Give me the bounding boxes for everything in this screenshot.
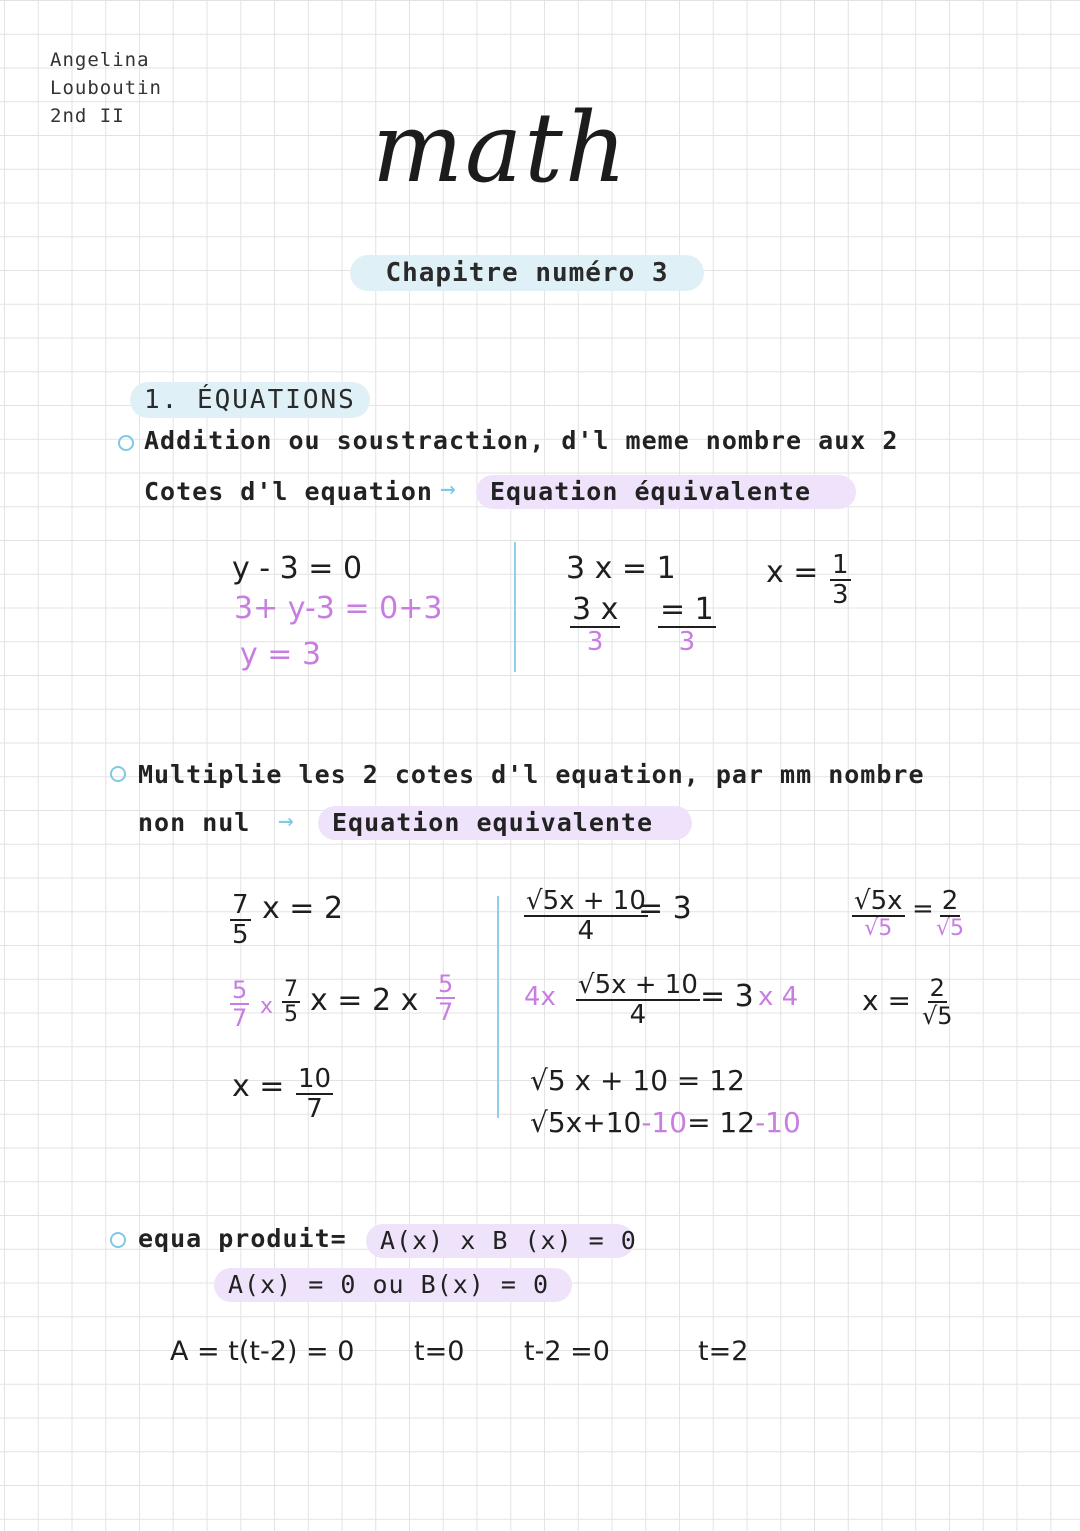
ex2a-frac4 xyxy=(436,972,455,1026)
ex2b-l1-den: 4 xyxy=(577,916,595,947)
ex2a-n5b: 5 xyxy=(438,970,454,998)
ex2a-l3-den: 7 xyxy=(306,1094,323,1125)
ex1-right-frac-right xyxy=(658,594,716,656)
ex1-right-num-right: = 1 xyxy=(660,592,714,627)
ex2b-l4-a: √5x+10 xyxy=(530,1106,642,1139)
ex1-result-num: 1 xyxy=(832,550,849,580)
ex1-result-frac xyxy=(830,552,851,610)
arrow-icon: → xyxy=(278,806,294,836)
ex1-result-den: 3 xyxy=(832,580,849,611)
ex2a-line1-rest: x = 2 xyxy=(262,891,344,926)
ex2c-l2-den: √5 xyxy=(922,1002,953,1031)
ex1-right-den-right: 3 xyxy=(678,626,696,657)
rule3-example-b: t=0 xyxy=(414,1336,465,1367)
ex2b-line3: √5 x + 10 = 12 xyxy=(530,1064,745,1097)
ex2a-line2-mid: x = 2 x xyxy=(310,983,419,1018)
section-title: 1. ÉQUATIONS xyxy=(130,382,370,418)
ex2a-l3-num: 10 xyxy=(298,1064,332,1094)
rule2-result: Equation equivalente xyxy=(318,806,692,840)
ex1-left-line3: y = 3 xyxy=(240,637,322,672)
ex2c-l2-num: 2 xyxy=(929,974,945,1002)
bullet-icon xyxy=(110,766,126,782)
ex2c-l1-rnum: 2 xyxy=(941,886,959,916)
ex2b-l1-rhs: = 3 xyxy=(638,891,692,926)
author-last-name: Louboutin xyxy=(50,77,162,99)
page-title: math xyxy=(372,92,629,204)
ex2c-l1-eq: = xyxy=(912,894,934,924)
ex2a-line3-lhs: x = xyxy=(232,1069,285,1104)
author-first-name: Angelina xyxy=(50,49,150,71)
ex2c-l1-num: √5x xyxy=(854,886,903,916)
rule3-formula: A(x) x B (x) = 0 xyxy=(366,1224,634,1258)
ex1-result-lhs: x = xyxy=(766,555,819,590)
ex2c-l2-lhs: x = xyxy=(862,984,911,1017)
ex2c-frac3 xyxy=(920,976,955,1030)
ex2c-frac2 xyxy=(934,888,966,941)
ex2b-l4-b: -10 xyxy=(641,1106,688,1139)
ex2b-l2-num: √5x + 10 xyxy=(578,970,698,1000)
ex1-right-num-left: 3 x xyxy=(572,592,619,627)
ex2a-n7: 7 xyxy=(284,977,298,1002)
ex1-right-den-left: 3 xyxy=(586,626,604,657)
ex2b-l2-den: 4 xyxy=(629,1000,647,1031)
ex2b-l4-c: = 12 xyxy=(687,1106,756,1139)
ex2b-l2-post: x 4 xyxy=(758,982,799,1012)
ex2b-frac1 xyxy=(524,888,648,946)
ex2b-l4-d: -10 xyxy=(755,1106,801,1139)
ex2a-d7: 7 xyxy=(232,1004,248,1033)
ex1-right-frac-left xyxy=(570,594,620,656)
divider-line xyxy=(497,896,499,1118)
ex2a-d5: 5 xyxy=(284,1002,298,1028)
rule1-line2: Cotes d'l equation xyxy=(144,477,433,506)
ex2a-d7b: 7 xyxy=(438,998,454,1027)
ex2b-l2-pre: 4x xyxy=(524,982,556,1012)
ex2c-l1-rden: √5 xyxy=(936,916,965,942)
ex2a-num: 7 xyxy=(232,890,249,920)
rule3-label: equa produit= xyxy=(138,1224,347,1253)
rule3-example-d: t=2 xyxy=(698,1336,749,1367)
ex2a-frac5 xyxy=(296,1066,333,1124)
ex2a-n5: 5 xyxy=(232,976,248,1004)
ex2c-frac1 xyxy=(852,888,905,941)
ex2c-l1-den: √5 xyxy=(864,916,893,942)
arrow-icon: → xyxy=(440,474,456,504)
rule1-line1: Addition ou soustraction, d'l meme nombre aux 2 xyxy=(144,426,899,455)
chapter-label: Chapitre numéro 3 xyxy=(350,255,704,291)
bullet-icon xyxy=(110,1232,126,1248)
ex2a-frac1 xyxy=(230,892,251,950)
ex2a-frac3 xyxy=(282,978,300,1027)
ex2b-line4 xyxy=(530,1106,801,1140)
ex1-right-line1: 3 x = 1 xyxy=(566,551,676,586)
rule3-example-c: t-2 =0 xyxy=(524,1336,610,1367)
rule3-example-a: A = t(t-2) = 0 xyxy=(170,1336,355,1367)
ex2a-frac2 xyxy=(230,978,249,1032)
bullet-icon xyxy=(118,435,134,451)
ex2b-l1-num: √5x + 10 xyxy=(526,886,646,916)
ex2a-times: x xyxy=(260,994,274,1019)
ex2a-den: 5 xyxy=(232,920,249,951)
ex1-left-line2: 3+ y-3 = 0+3 xyxy=(234,591,443,626)
rule2-line2: non nul xyxy=(138,808,251,837)
rule1-result: Equation équivalente xyxy=(476,475,856,509)
ex2b-l2-rhs: = 3 xyxy=(700,979,754,1014)
rule3-line2: A(x) = 0 ou B(x) = 0 xyxy=(214,1268,572,1302)
divider-line xyxy=(514,542,516,672)
ex1-left-line1: y - 3 = 0 xyxy=(232,551,363,586)
class-label: 2nd II xyxy=(50,105,125,127)
rule2-line1: Multiplie les 2 cotes d'l equation, par mm nombre xyxy=(138,760,925,789)
ex2b-frac2 xyxy=(576,972,700,1030)
